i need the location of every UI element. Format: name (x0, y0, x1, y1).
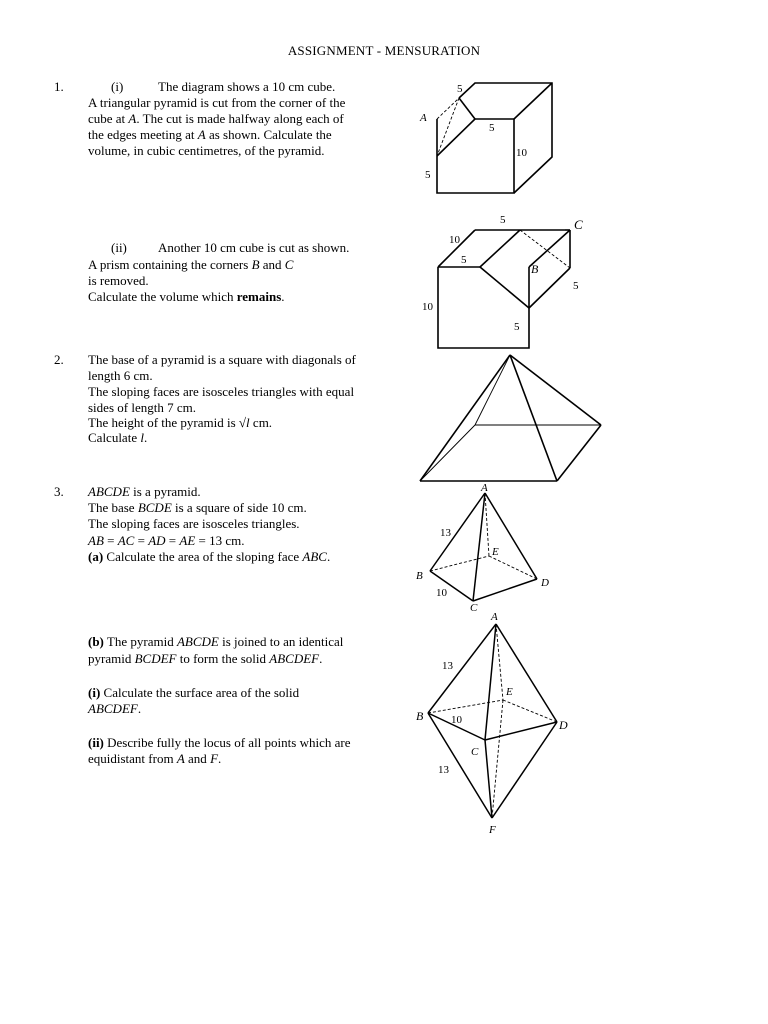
q2-line4: sides of length 7 cm. (88, 400, 196, 415)
fig4-label-a: A (491, 611, 498, 623)
fig2-label-c: C (574, 217, 583, 232)
q2-line2: length 6 cm. (88, 368, 153, 383)
fig4-label-d: D (559, 718, 568, 732)
q2-line3: The sloping faces are isosceles triangles with equal (88, 384, 355, 399)
q1-number: 1. (54, 79, 64, 94)
fig4-label-f: F (489, 824, 496, 836)
fig4-label-13a: 13 (442, 660, 453, 672)
q3-part-a: (a) Calculate the area of the sloping face ABC. (88, 549, 331, 564)
q1-part-ii-line2: A prism containing the corners B and C (88, 257, 294, 272)
fig2-label-left5: 5 (461, 254, 467, 266)
q1-part-ii-line4: Calculate the volume which remains. (88, 289, 285, 304)
fig3-label-13: 13 (440, 527, 451, 539)
fig1-label-left5: 5 (425, 169, 431, 181)
fig4-label-c: C (471, 746, 479, 758)
fig3-label-c: C (470, 602, 478, 614)
fig1-label-mid5: 5 (489, 122, 495, 134)
q2-line1: The base of a pyramid is a square with diagonals of (88, 352, 356, 367)
q3-part-b-line1: (b) The pyramid ABCDE is joined to an identical (88, 634, 344, 649)
q3-line3: The sloping faces are isosceles triangles. (88, 516, 300, 531)
q3-part-bi-line1: (i) Calculate the surface area of the solid (88, 685, 300, 700)
q3-part-bi-line2: ABCDEF. (88, 701, 142, 716)
fig3-label-e: E (492, 546, 499, 558)
q2-line6: Calculate l. (88, 430, 148, 445)
q1-part-ii-line1: Another 10 cm cube is cut as shown. (158, 240, 350, 255)
fig2-label-top10: 10 (449, 234, 460, 246)
fig4-label-10: 10 (451, 714, 462, 726)
page-title: ASSIGNMENT - MENSURATION (287, 43, 481, 58)
q3-line4: AB = AC = AD = AE = 13 cm. (88, 533, 245, 548)
q1-part-i-line1: The diagram shows a 10 cm cube. (158, 79, 336, 94)
fig4-label-13b: 13 (438, 764, 449, 776)
fig3-label-b: B (416, 570, 423, 582)
q2-number: 2. (54, 352, 64, 367)
fig3-label-10: 10 (436, 587, 447, 599)
fig3-label-d: D (541, 577, 549, 589)
fig4-label-b: B (416, 709, 424, 723)
q3-part-bii-line1: (ii) Describe fully the locus of all points which are (88, 735, 351, 750)
fig2-label-b: B (531, 262, 539, 276)
q1-part-ii-line3: is removed. (88, 273, 149, 288)
fig2-label-left10: 10 (422, 301, 433, 313)
fig2-label-top5: 5 (500, 214, 506, 226)
fig4-label-e: E (506, 686, 513, 698)
fig1-label-top5: 5 (457, 83, 463, 95)
q3-part-bii-line2: equidistant from A and F. (88, 751, 222, 766)
q3-part-b-line2: pyramid BCDEF to form the solid ABCDEF. (88, 651, 323, 666)
q2-line5: The height of the pyramid is √l cm. (88, 415, 273, 430)
q1-part-ii-label: (ii) (111, 240, 127, 255)
q1-part-i-line3: cube at A. The cut is made halfway along each of (88, 111, 344, 126)
fig2-label-right5: 5 (573, 280, 579, 292)
q1-part-i-line4: the edges meeting at A as shown. Calculate the (88, 127, 332, 142)
q1-part-i-line2: A triangular pyramid is cut from the corner of the (88, 95, 346, 110)
q3-line1: ABCDE is a pyramid. (88, 484, 201, 499)
q1-part-i-label: (i) (111, 79, 124, 94)
q3-number: 3. (54, 484, 64, 499)
fig1-label-a: A (420, 112, 427, 124)
q1-part-i-line5: volume, in cubic centimetres, of the pyramid. (88, 143, 325, 158)
q3-line2: The base BCDE is a square of side 10 cm. (88, 500, 307, 515)
fig3-label-a: A (481, 482, 488, 494)
fig2-label-front5: 5 (514, 321, 520, 333)
fig1-label-side10: 10 (516, 147, 527, 159)
